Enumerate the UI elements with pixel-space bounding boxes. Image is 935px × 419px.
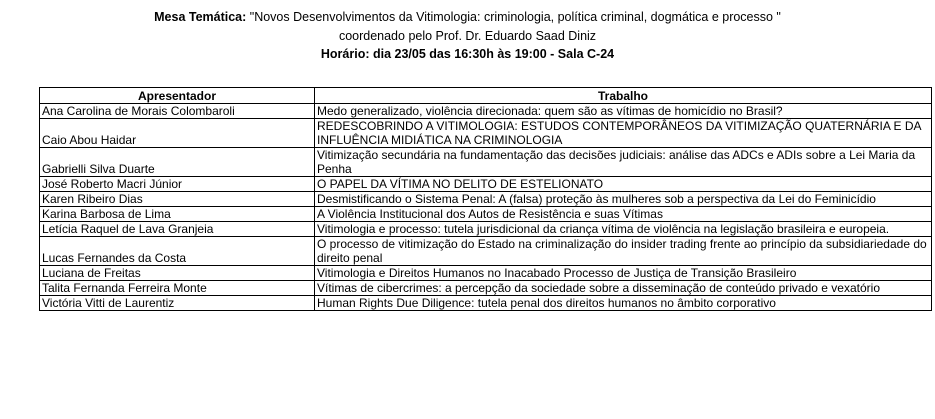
work-cell: O PAPEL DA VÍTIMA NO DELITO DE ESTELIONATO [315, 177, 932, 192]
column-header-work: Trabalho [315, 88, 932, 104]
mesa-line [0, 8, 935, 27]
table-row [40, 222, 932, 237]
column-header-presenter: Apresentador [40, 88, 315, 104]
table-row [40, 104, 932, 119]
table-row [40, 237, 932, 266]
table-row [40, 148, 932, 177]
presenter-cell: Talita Fernanda Ferreira Monte [40, 281, 315, 296]
work-cell: Medo generalizado, violência direcionada: quem são as vítimas de homicídio no Brasil? [315, 104, 932, 119]
document-header [0, 8, 935, 64]
work-cell: Vitimologia e Direitos Humanos no Inacabado Processo de Justiça de Transição Brasileiro [315, 266, 932, 281]
table-row [40, 207, 932, 222]
mesa-title: "Novos Desenvolvimentos da Vitimologia: criminologia, política criminal, dogmática e processo " [246, 10, 781, 24]
table-body [40, 104, 932, 311]
coordinator-line: coordenado pelo Prof. Dr. Eduardo Saad Diniz [338, 28, 597, 43]
work-cell: Human Rights Due Diligence: tutela penal dos direitos humanos no âmbito corporativo [315, 296, 932, 311]
work-cell: Desmistificando o Sistema Penal: A (falsa) proteção às mulheres sob a perspectiva da Lei do Feminicídio [315, 192, 932, 207]
table-row [40, 266, 932, 281]
mesa-label: Mesa Temática: [154, 10, 247, 24]
table-row [40, 296, 932, 311]
presenter-cell: Karina Barbosa de Lima [40, 207, 315, 222]
work-cell: Vítimas de cibercrimes: a percepção da sociedade sobre a disseminação de conteúdo privado e vexatório [315, 281, 932, 296]
presenter-cell: Lucas Fernandes da Costa [40, 237, 315, 266]
work-cell: Vitimização secundária na fundamentação das decisões judiciais: análise das ADCs e ADIs sobre a Lei Maria da Penha [315, 148, 932, 177]
work-cell: O processo de vitimização do Estado na criminalização do insider trading frente ao princípio da subsidiariedade do direito penal [315, 237, 932, 266]
presentations-table [39, 87, 932, 311]
table-row [40, 192, 932, 207]
presenter-cell: Gabrielli Silva Duarte [40, 148, 315, 177]
presenter-cell: José Roberto Macri Júnior [40, 177, 315, 192]
work-cell: Vitimologia e processo: tutela jurisdicional da criança vítima de violência na legislação brasileira e europeia. [315, 222, 932, 237]
presenter-cell: Letícia Raquel de Lava Granjeia [40, 222, 315, 237]
schedule-text: Horário: dia 23/05 das 16:30h às 19:00 - Sala C-24 [320, 47, 615, 61]
work-cell: REDESCOBRINDO A VITIMOLOGIA: ESTUDOS CONTEMPORÂNEOS DA VITIMIZAÇÃO QUATERNÁRIA E DA INFLUÊNCIA MIDIÁTICA NA CRIMINOLOGIA [315, 119, 932, 148]
presenter-cell: Ana Carolina de Morais Colombaroli [40, 104, 315, 119]
presenter-cell: Luciana de Freitas [40, 266, 315, 281]
presenter-cell: Karen Ribeiro Dias [40, 192, 315, 207]
table-row [40, 119, 932, 148]
work-cell: A Violência Institucional dos Autos de Resistência e suas Vítimas [315, 207, 932, 222]
table-row [40, 177, 932, 192]
presenter-cell: Caio Abou Haidar [40, 119, 315, 148]
table-header-row [40, 88, 932, 104]
presenter-cell: Victória Vitti de Laurentiz [40, 296, 315, 311]
schedule-line [0, 45, 935, 64]
table-row [40, 281, 932, 296]
